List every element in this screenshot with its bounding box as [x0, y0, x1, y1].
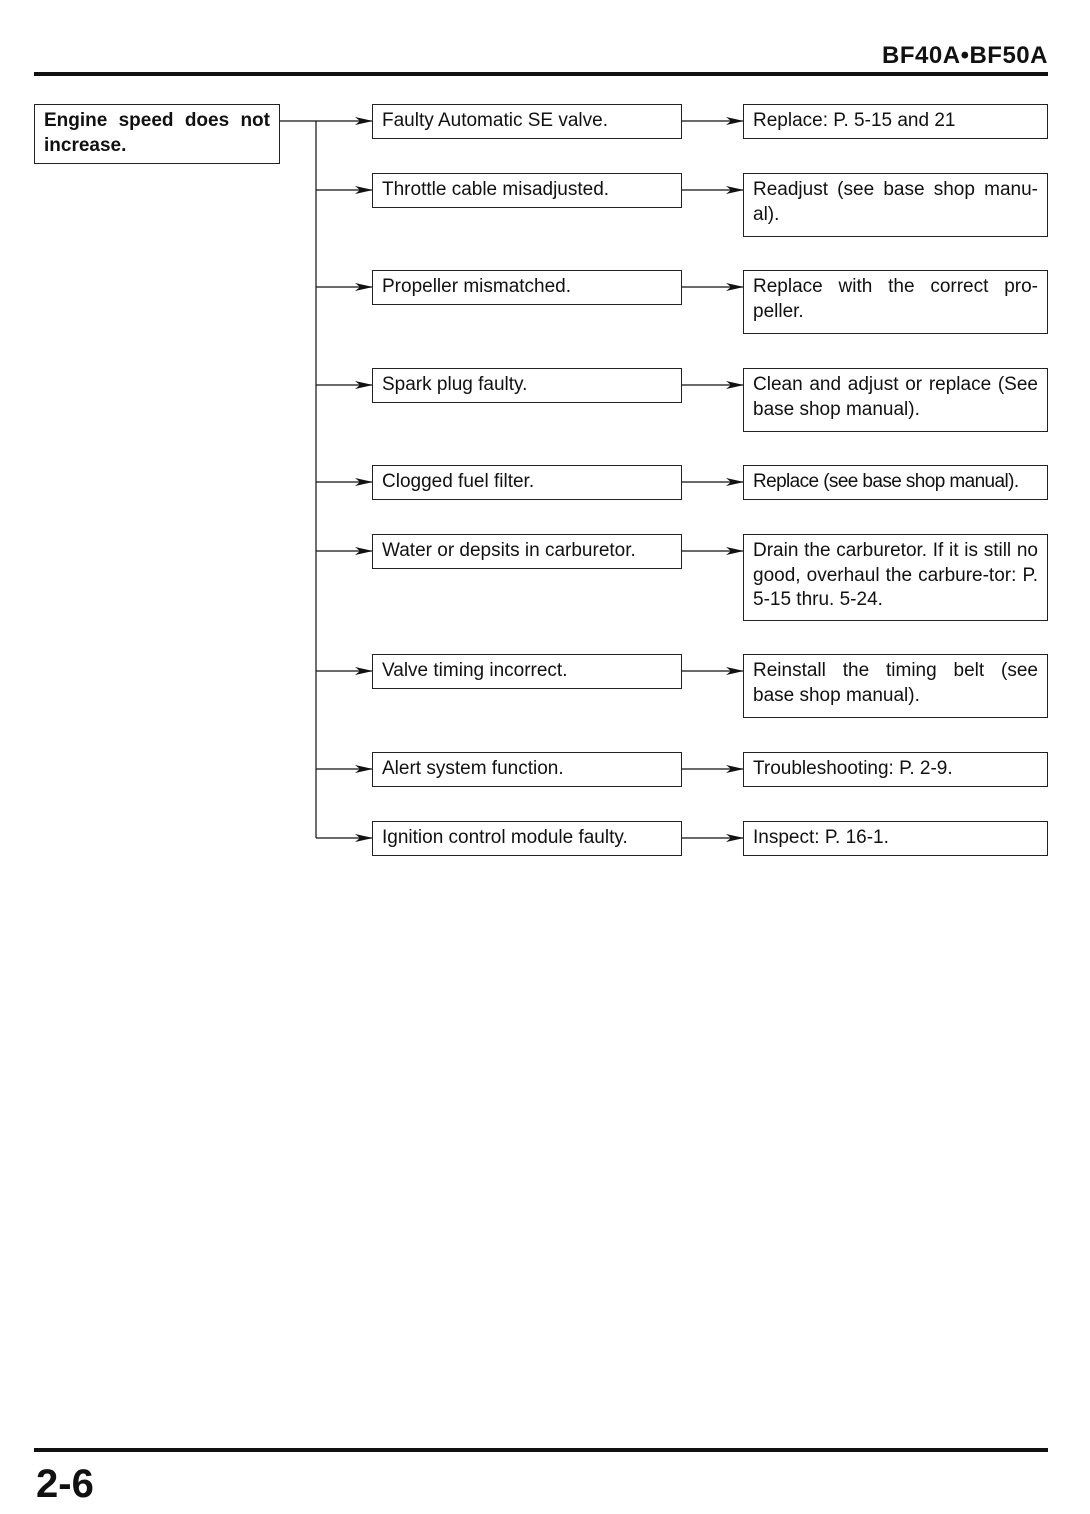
page-number: 2-6 — [36, 1462, 94, 1506]
remedy-box: Reinstall the timing belt (see base shop manual). — [743, 654, 1048, 718]
cause-box: Propeller mismatched. — [372, 270, 682, 305]
remedy-box: Replace with the correct pro-peller. — [743, 270, 1048, 334]
symptom-box: Engine speed does not increase. — [34, 104, 280, 164]
cause-box: Spark plug faulty. — [372, 368, 682, 403]
remedy-box: Replace: P. 5-15 and 21 — [743, 104, 1048, 139]
cause-box: Alert system function. — [372, 752, 682, 787]
page-header-model: BF40A•BF50A — [882, 42, 1048, 69]
footer-rule — [34, 1448, 1048, 1452]
cause-box: Throttle cable misadjusted. — [372, 173, 682, 208]
cause-box: Ignition control module faulty. — [372, 821, 682, 856]
remedy-box: Clean and adjust or replace (See base shop manual). — [743, 368, 1048, 432]
cause-box: Water or depsits in carburetor. — [372, 534, 682, 569]
remedy-box: Replace (see base shop manual). — [743, 465, 1048, 500]
remedy-box: Readjust (see base shop manu-al). — [743, 173, 1048, 237]
remedy-box: Inspect: P. 16-1. — [743, 821, 1048, 856]
cause-box: Clogged fuel filter. — [372, 465, 682, 500]
cause-box: Faulty Automatic SE valve. — [372, 104, 682, 139]
remedy-box: Troubleshooting: P. 2-9. — [743, 752, 1048, 787]
remedy-box: Drain the carburetor. If it is still no good, overhaul the carbure-tor: P. 5-15 thru. 5-24. — [743, 534, 1048, 621]
cause-box: Valve timing incorrect. — [372, 654, 682, 689]
